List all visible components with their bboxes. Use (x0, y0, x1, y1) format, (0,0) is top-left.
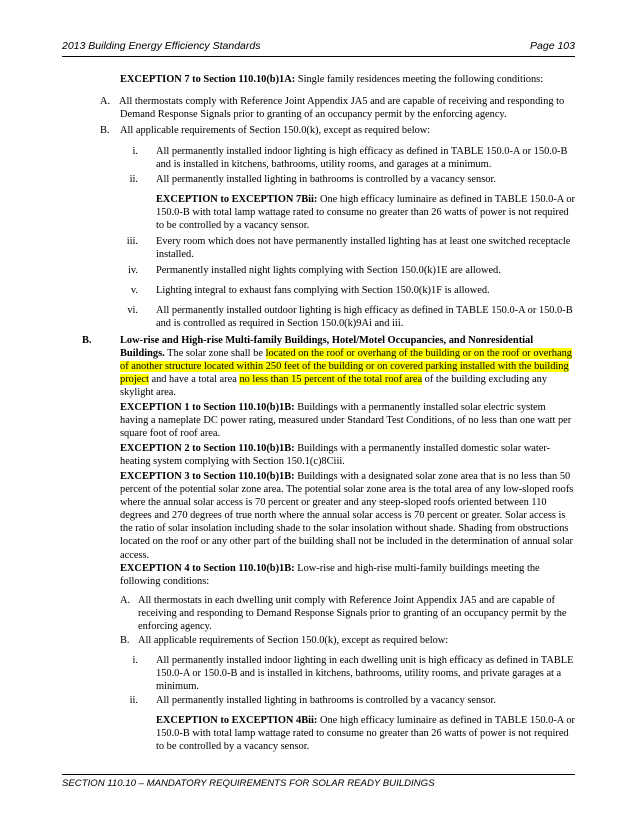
nested-exception (156, 193, 576, 232)
list-text: All applicable requirements of Section 150.0(k), except as required below: (120, 125, 431, 136)
list-text: All permanently installed outdoor lighting is high efficacy as defined in TABLE 150.0-A or 150.0-B and is controlled as required in Section 150.0(k)9Ai and iii. (156, 305, 573, 330)
list-marker: ii. (129, 174, 138, 185)
list-text: All thermostats comply with Reference Joint Appendix JA5 and are capable of receiving and responding to Demand Response Signals prior to granting of an occupancy permit by the enforcing agency. (119, 96, 565, 121)
exception-label: EXCEPTION to EXCEPTION 7Bii: (156, 194, 318, 205)
exception-3b (120, 470, 576, 562)
page-header (62, 40, 575, 57)
list-marker: iii. (126, 236, 138, 247)
highlighted-text: located on the roof or overhang of the building or on the roof or overhang of another structure located within 250 feet of the building or on covered parking installed with the building project (120, 348, 572, 386)
list-text: All thermostats in each dwelling unit comply with Reference Joint Appendix JA5 and are capable of receiving and responding to Demand Response Signals prior to granting of an occupancy permit by the enforcing agency. (138, 595, 567, 633)
list-marker: i. (132, 146, 138, 157)
exception-2b (120, 442, 576, 468)
list-text: Permanently installed night lights complying with Section 150.0(k)1E are allowed. (156, 265, 501, 276)
exception-text: One high efficacy luminaire as defined in TABLE 150.0-A or 150.0-B with total lamp wattage rated to consume no greater than 26 watts of power is not required to be controlled by a vacancy sensor. (156, 715, 575, 753)
list-text: Lighting integral to exhaust fans complying with Section 150.0(k)1F is allowed. (156, 285, 490, 296)
exception-text: Buildings with a permanently installed domestic solar water-heating system complying with Section 150.1(c)8Ciii. (120, 443, 551, 468)
exception-label: EXCEPTION to EXCEPTION 4Bii: (156, 715, 318, 726)
list-marker: A. (120, 595, 131, 606)
section-marker: B. (82, 335, 92, 346)
list-marker: B. (120, 635, 130, 646)
list-marker: v. (130, 285, 138, 296)
list-marker: i. (132, 655, 138, 666)
exception-1b (120, 401, 576, 440)
list-marker: ii. (129, 695, 138, 706)
section-heading: Low-rise and High-rise Multi-family Buildings, Hotel/Motel Occupancies, and Nonresidential Buildings. (120, 335, 534, 360)
exception-7-heading (120, 73, 576, 86)
footer-section-title: SECTION 110.10 – MANDATORY REQUIREMENTS FOR SOLAR READY BUILDINGS (62, 778, 435, 789)
exception-text: Buildings with a permanently installed solar electric system having a nameplate DC power rating, measured under Standard Test Conditions, of no less than one watt per square foot of roof area. (120, 402, 572, 440)
exception-label: EXCEPTION 1 to Section 110.10(b)1B: (120, 402, 295, 413)
page-number: Page 103 (530, 40, 575, 52)
page-footer (62, 774, 575, 789)
section-text: of the building excluding any skylight area. (120, 374, 548, 399)
exception-label: EXCEPTION 3 to Section 110.10(b)1B: (120, 471, 295, 482)
document-title: 2013 Building Energy Efficiency Standards (62, 40, 261, 52)
list-text: All permanently installed lighting in bathrooms is controlled by a vacancy sensor. (156, 695, 496, 706)
exception-label: EXCEPTION 4 to Section 110.10(b)1B: (120, 563, 295, 574)
list-marker: B. (100, 125, 110, 136)
exception-text: Buildings with a designated solar zone area that is no less than 50 percent of the potential solar zone area. The potential solar zone area is the total area of any low-sloped roofs where the annual solar access is 70 percent or greater and any steep-sloped roofs oriented between 110 degrees and 270 degrees of true north where the annual solar access is 70 percent or greater. Solar access is the ratio of solar insolation including shade to the solar insolation without shade. Shading from obstructions located on the roof or any other part of the building shall not be included in the determination of annual solar access. (120, 471, 574, 561)
exception-label: EXCEPTION 2 to Section 110.10(b)1B: (120, 443, 295, 454)
list-marker: vi. (127, 305, 138, 316)
nested-exception (156, 714, 576, 753)
list-marker: A. (100, 96, 111, 107)
list-text: All permanently installed indoor lighting in each dwelling unit is high efficacy as defined in TABLE 150.0-A or 150.0-B and is installed in kitchens, bathrooms, utility rooms, and private garages at a minimum. (156, 655, 574, 693)
list-text: All applicable requirements of Section 150.0(k), except as required below: (138, 635, 449, 646)
highlighted-text: no less than 15 percent of the total roof area (239, 374, 423, 386)
section-text: The solar zone shall be (164, 348, 266, 360)
section-text: and have a total area (148, 374, 240, 386)
list-text: Every room which does not have permanently installed lighting has at least one switched receptacle installed. (156, 236, 571, 261)
section-b-text (120, 334, 576, 399)
list-text: All permanently installed lighting in bathrooms is controlled by a vacancy sensor. (156, 174, 496, 185)
list-marker: iv. (127, 265, 138, 276)
list-text: All permanently installed indoor lighting is high efficacy as defined in TABLE 150.0-A or 150.0-B and is installed in kitchens, bathrooms, utility rooms, and garages at a minimum. (156, 146, 568, 171)
exception-text: Low-rise and high-rise multi-family buildings meeting the following conditions: (120, 563, 540, 588)
exception-label: EXCEPTION 7 to Section 110.10(b)1A: (120, 74, 296, 85)
exception-text: One high efficacy luminaire as defined in TABLE 150.0-A or 150.0-B with total lamp wattage rated to consume no greater than 26 watts of power is not required to be controlled by a vacancy sensor. (156, 194, 575, 232)
exception-text: Single family residences meeting the following conditions: (295, 74, 544, 85)
exception-4b (120, 562, 576, 588)
